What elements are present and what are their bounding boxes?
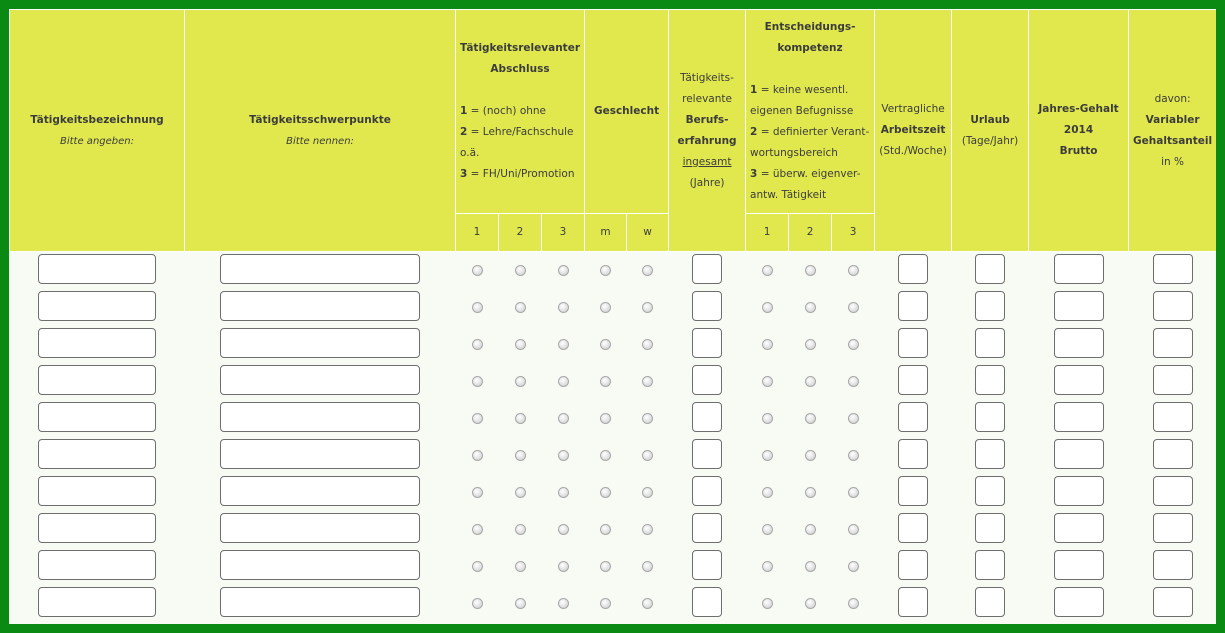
arbeitszeit-input[interactable] (898, 254, 928, 284)
kompetenz-radio-1[interactable] (762, 524, 773, 535)
urlaub-input[interactable] (975, 476, 1005, 506)
survey-rows (10, 252, 1217, 623)
header-variabler-anteil: davon: Variabler Gehaltsanteil in % (1129, 10, 1216, 252)
berufserfahrung-input[interactable] (692, 328, 722, 358)
taetigkeitsschwerpunkte-input[interactable] (220, 439, 420, 469)
berufserfahrung-input[interactable] (692, 587, 722, 617)
kompetenz-radio-3[interactable] (848, 339, 859, 350)
abschluss-radio-2[interactable] (515, 598, 526, 609)
geschlecht-radio-m[interactable] (600, 265, 611, 276)
geschlecht-radio-m[interactable] (600, 376, 611, 387)
taetigkeitsbezeichnung-input[interactable] (38, 476, 156, 506)
abschluss-radio-3[interactable] (558, 376, 569, 387)
taetigkeitsschwerpunkte-input[interactable] (220, 513, 420, 543)
variabler-anteil-input[interactable] (1153, 291, 1193, 321)
taetigkeitsschwerpunkte-input[interactable] (220, 328, 420, 358)
header-taetigkeitsschwerpunkte: Tätigkeitsschwerpunkte Bitte nennen: (185, 10, 456, 252)
jahresgehalt-input[interactable] (1054, 291, 1104, 321)
geschlecht-radio-m[interactable] (600, 524, 611, 535)
abschluss-radio-3[interactable] (558, 339, 569, 350)
berufserfahrung-input[interactable] (692, 254, 722, 284)
variabler-anteil-input[interactable] (1153, 439, 1193, 469)
jahresgehalt-input[interactable] (1054, 402, 1104, 432)
subheader-abschluss-2: 2 (499, 214, 542, 252)
variabler-anteil-input[interactable] (1153, 402, 1193, 432)
abschluss-radio-2[interactable] (515, 524, 526, 535)
subheader-geschlecht-w: w (627, 214, 669, 252)
urlaub-input[interactable] (975, 550, 1005, 580)
geschlecht-radio-w[interactable] (642, 302, 653, 313)
abschluss-radio-2[interactable] (515, 339, 526, 350)
table-row (10, 437, 1217, 474)
kompetenz-radio-1[interactable] (762, 302, 773, 313)
abschluss-radio-1[interactable] (472, 450, 483, 461)
berufserfahrung-input[interactable] (692, 365, 722, 395)
abschluss-radio-3[interactable] (558, 561, 569, 572)
header-abschluss: Tätigkeitsrelevanter Abschluss 1 = (noch) ohne 2 = Lehre/Fachschule o.ä. 3 = FH/Uni/Promotion (456, 10, 585, 214)
abschluss-radio-2[interactable] (515, 561, 526, 572)
table-row (10, 252, 1217, 290)
table-row (10, 326, 1217, 363)
urlaub-input[interactable] (975, 513, 1005, 543)
header-entscheidungskompetenz: Entscheidungs- kompetenz 1 = keine wesentl. eigenen Befugnisse 2 = definierter Verant- wortungsbereich 3 = überw. eigenver- antw. Tätigkeit (746, 10, 875, 214)
urlaub-input[interactable] (975, 365, 1005, 395)
table-row (10, 511, 1217, 548)
arbeitszeit-input[interactable] (898, 291, 928, 321)
geschlecht-radio-w[interactable] (642, 376, 653, 387)
abschluss-radio-3[interactable] (558, 524, 569, 535)
kompetenz-radio-2[interactable] (805, 524, 816, 535)
kompetenz-radio-2[interactable] (805, 265, 816, 276)
jahresgehalt-input[interactable] (1054, 513, 1104, 543)
geschlecht-radio-w[interactable] (642, 413, 653, 424)
geschlecht-radio-m[interactable] (600, 598, 611, 609)
kompetenz-radio-1[interactable] (762, 487, 773, 498)
kompetenz-radio-1[interactable] (762, 561, 773, 572)
kompetenz-radio-1[interactable] (762, 450, 773, 461)
taetigkeitsbezeichnung-input[interactable] (38, 550, 156, 580)
abschluss-radio-3[interactable] (558, 450, 569, 461)
kompetenz-radio-2[interactable] (805, 302, 816, 313)
geschlecht-radio-m[interactable] (600, 561, 611, 572)
subheader-kompetenz-3: 3 (832, 214, 875, 252)
berufserfahrung-input[interactable] (692, 550, 722, 580)
taetigkeitsbezeichnung-input[interactable] (38, 365, 156, 395)
variabler-anteil-input[interactable] (1153, 476, 1193, 506)
abschluss-radio-1[interactable] (472, 413, 483, 424)
geschlecht-radio-m[interactable] (600, 302, 611, 313)
jahresgehalt-input[interactable] (1054, 550, 1104, 580)
arbeitszeit-input[interactable] (898, 402, 928, 432)
arbeitszeit-input[interactable] (898, 550, 928, 580)
jahresgehalt-input[interactable] (1054, 365, 1104, 395)
taetigkeitsschwerpunkte-input[interactable] (220, 402, 420, 432)
taetigkeitsschwerpunkte-input[interactable] (220, 254, 420, 284)
geschlecht-radio-w[interactable] (642, 450, 653, 461)
arbeitszeit-input[interactable] (898, 587, 928, 617)
abschluss-radio-2[interactable] (515, 376, 526, 387)
header-taetigkeitsbezeichnung: Tätigkeitsbezeichnung Bitte angeben: (10, 10, 185, 252)
abschluss-radio-1[interactable] (472, 265, 483, 276)
kompetenz-radio-2[interactable] (805, 450, 816, 461)
kompetenz-radio-3[interactable] (848, 561, 859, 572)
kompetenz-radio-1[interactable] (762, 376, 773, 387)
header-row (10, 10, 1217, 214)
geschlecht-radio-w[interactable] (642, 265, 653, 276)
abschluss-radio-2[interactable] (515, 302, 526, 313)
subheader-kompetenz-2: 2 (789, 214, 832, 252)
taetigkeitsbezeichnung-input[interactable] (38, 439, 156, 469)
geschlecht-radio-w[interactable] (642, 561, 653, 572)
kompetenz-radio-2[interactable] (805, 561, 816, 572)
jahresgehalt-input[interactable] (1054, 587, 1104, 617)
arbeitszeit-input[interactable] (898, 513, 928, 543)
subheader-abschluss-1: 1 (456, 214, 499, 252)
abschluss-radio-1[interactable] (472, 561, 483, 572)
abschluss-radio-2[interactable] (515, 487, 526, 498)
jahresgehalt-input[interactable] (1054, 439, 1104, 469)
urlaub-input[interactable] (975, 439, 1005, 469)
geschlecht-radio-m[interactable] (600, 450, 611, 461)
survey-table (9, 9, 1216, 622)
abschluss-radio-1[interactable] (472, 487, 483, 498)
table-row (10, 585, 1217, 622)
taetigkeitsschwerpunkte-input[interactable] (220, 587, 420, 617)
table-row (10, 400, 1217, 437)
geschlecht-radio-w[interactable] (642, 598, 653, 609)
table-row (10, 289, 1217, 326)
kompetenz-radio-3[interactable] (848, 598, 859, 609)
geschlecht-radio-w[interactable] (642, 339, 653, 350)
variabler-anteil-input[interactable] (1153, 328, 1193, 358)
abschluss-radio-1[interactable] (472, 302, 483, 313)
berufserfahrung-input[interactable] (692, 513, 722, 543)
urlaub-input[interactable] (975, 254, 1005, 284)
kompetenz-radio-3[interactable] (848, 450, 859, 461)
kompetenz-radio-2[interactable] (805, 487, 816, 498)
abschluss-radio-2[interactable] (515, 413, 526, 424)
header-geschlecht: Geschlecht (585, 10, 669, 214)
salary-survey-form (9, 9, 1216, 624)
header-berufserfahrung: Tätigkeits- relevante Berufs- erfahrung ingesamt (Jahre) (669, 10, 746, 252)
kompetenz-radio-3[interactable] (848, 376, 859, 387)
arbeitszeit-input[interactable] (898, 328, 928, 358)
abschluss-radio-3[interactable] (558, 302, 569, 313)
abschluss-radio-1[interactable] (472, 376, 483, 387)
urlaub-input[interactable] (975, 402, 1005, 432)
kompetenz-radio-1[interactable] (762, 339, 773, 350)
arbeitszeit-input[interactable] (898, 439, 928, 469)
kompetenz-radio-1[interactable] (762, 413, 773, 424)
taetigkeitsschwerpunkte-input[interactable] (220, 365, 420, 395)
abschluss-radio-3[interactable] (558, 487, 569, 498)
berufserfahrung-input[interactable] (692, 402, 722, 432)
geschlecht-radio-w[interactable] (642, 524, 653, 535)
geschlecht-radio-m[interactable] (600, 339, 611, 350)
kompetenz-radio-2[interactable] (805, 598, 816, 609)
table-row (10, 363, 1217, 400)
subheader-abschluss-3: 3 (542, 214, 585, 252)
geschlecht-radio-m[interactable] (600, 413, 611, 424)
variabler-anteil-input[interactable] (1153, 587, 1193, 617)
kompetenz-radio-3[interactable] (848, 487, 859, 498)
taetigkeitsschwerpunkte-input[interactable] (220, 476, 420, 506)
kompetenz-radio-1[interactable] (762, 598, 773, 609)
abschluss-radio-1[interactable] (472, 598, 483, 609)
taetigkeitsbezeichnung-input[interactable] (38, 513, 156, 543)
variabler-anteil-input[interactable] (1153, 550, 1193, 580)
taetigkeitsschwerpunkte-input[interactable] (220, 550, 420, 580)
kompetenz-radio-2[interactable] (805, 376, 816, 387)
jahresgehalt-input[interactable] (1054, 476, 1104, 506)
kompetenz-radio-3[interactable] (848, 302, 859, 313)
abschluss-radio-3[interactable] (558, 413, 569, 424)
table-row (10, 474, 1217, 511)
arbeitszeit-input[interactable] (898, 365, 928, 395)
table-row (10, 548, 1217, 585)
subheader-geschlecht-m: m (585, 214, 627, 252)
kompetenz-radio-1[interactable] (762, 265, 773, 276)
variabler-anteil-input[interactable] (1153, 365, 1193, 395)
jahresgehalt-input[interactable] (1054, 254, 1104, 284)
kompetenz-radio-3[interactable] (848, 524, 859, 535)
variabler-anteil-input[interactable] (1153, 513, 1193, 543)
taetigkeitsschwerpunkte-input[interactable] (220, 291, 420, 321)
berufserfahrung-input[interactable] (692, 291, 722, 321)
header-jahresgehalt: Jahres-Gehalt 2014 Brutto (1029, 10, 1129, 252)
abschluss-radio-2[interactable] (515, 450, 526, 461)
abschluss-radio-1[interactable] (472, 524, 483, 535)
abschluss-radio-3[interactable] (558, 598, 569, 609)
header-arbeitszeit: Vertragliche Arbeitszeit (Std./Woche) (875, 10, 952, 252)
abschluss-radio-2[interactable] (515, 265, 526, 276)
berufserfahrung-input[interactable] (692, 439, 722, 469)
taetigkeitsbezeichnung-input[interactable] (38, 328, 156, 358)
kompetenz-radio-3[interactable] (848, 265, 859, 276)
taetigkeitsbezeichnung-input[interactable] (38, 254, 156, 284)
urlaub-input[interactable] (975, 291, 1005, 321)
taetigkeitsbezeichnung-input[interactable] (38, 291, 156, 321)
kompetenz-radio-3[interactable] (848, 413, 859, 424)
kompetenz-radio-2[interactable] (805, 339, 816, 350)
arbeitszeit-input[interactable] (898, 476, 928, 506)
abschluss-radio-1[interactable] (472, 339, 483, 350)
jahresgehalt-input[interactable] (1054, 328, 1104, 358)
subheader-kompetenz-1: 1 (746, 214, 789, 252)
kompetenz-radio-2[interactable] (805, 413, 816, 424)
header-urlaub: Urlaub (Tage/Jahr) (952, 10, 1029, 252)
berufserfahrung-input[interactable] (692, 476, 722, 506)
variabler-anteil-input[interactable] (1153, 254, 1193, 284)
urlaub-input[interactable] (975, 587, 1005, 617)
abschluss-radio-3[interactable] (558, 265, 569, 276)
taetigkeitsbezeichnung-input[interactable] (38, 587, 156, 617)
urlaub-input[interactable] (975, 328, 1005, 358)
taetigkeitsbezeichnung-input[interactable] (38, 402, 156, 432)
geschlecht-radio-w[interactable] (642, 487, 653, 498)
geschlecht-radio-m[interactable] (600, 487, 611, 498)
